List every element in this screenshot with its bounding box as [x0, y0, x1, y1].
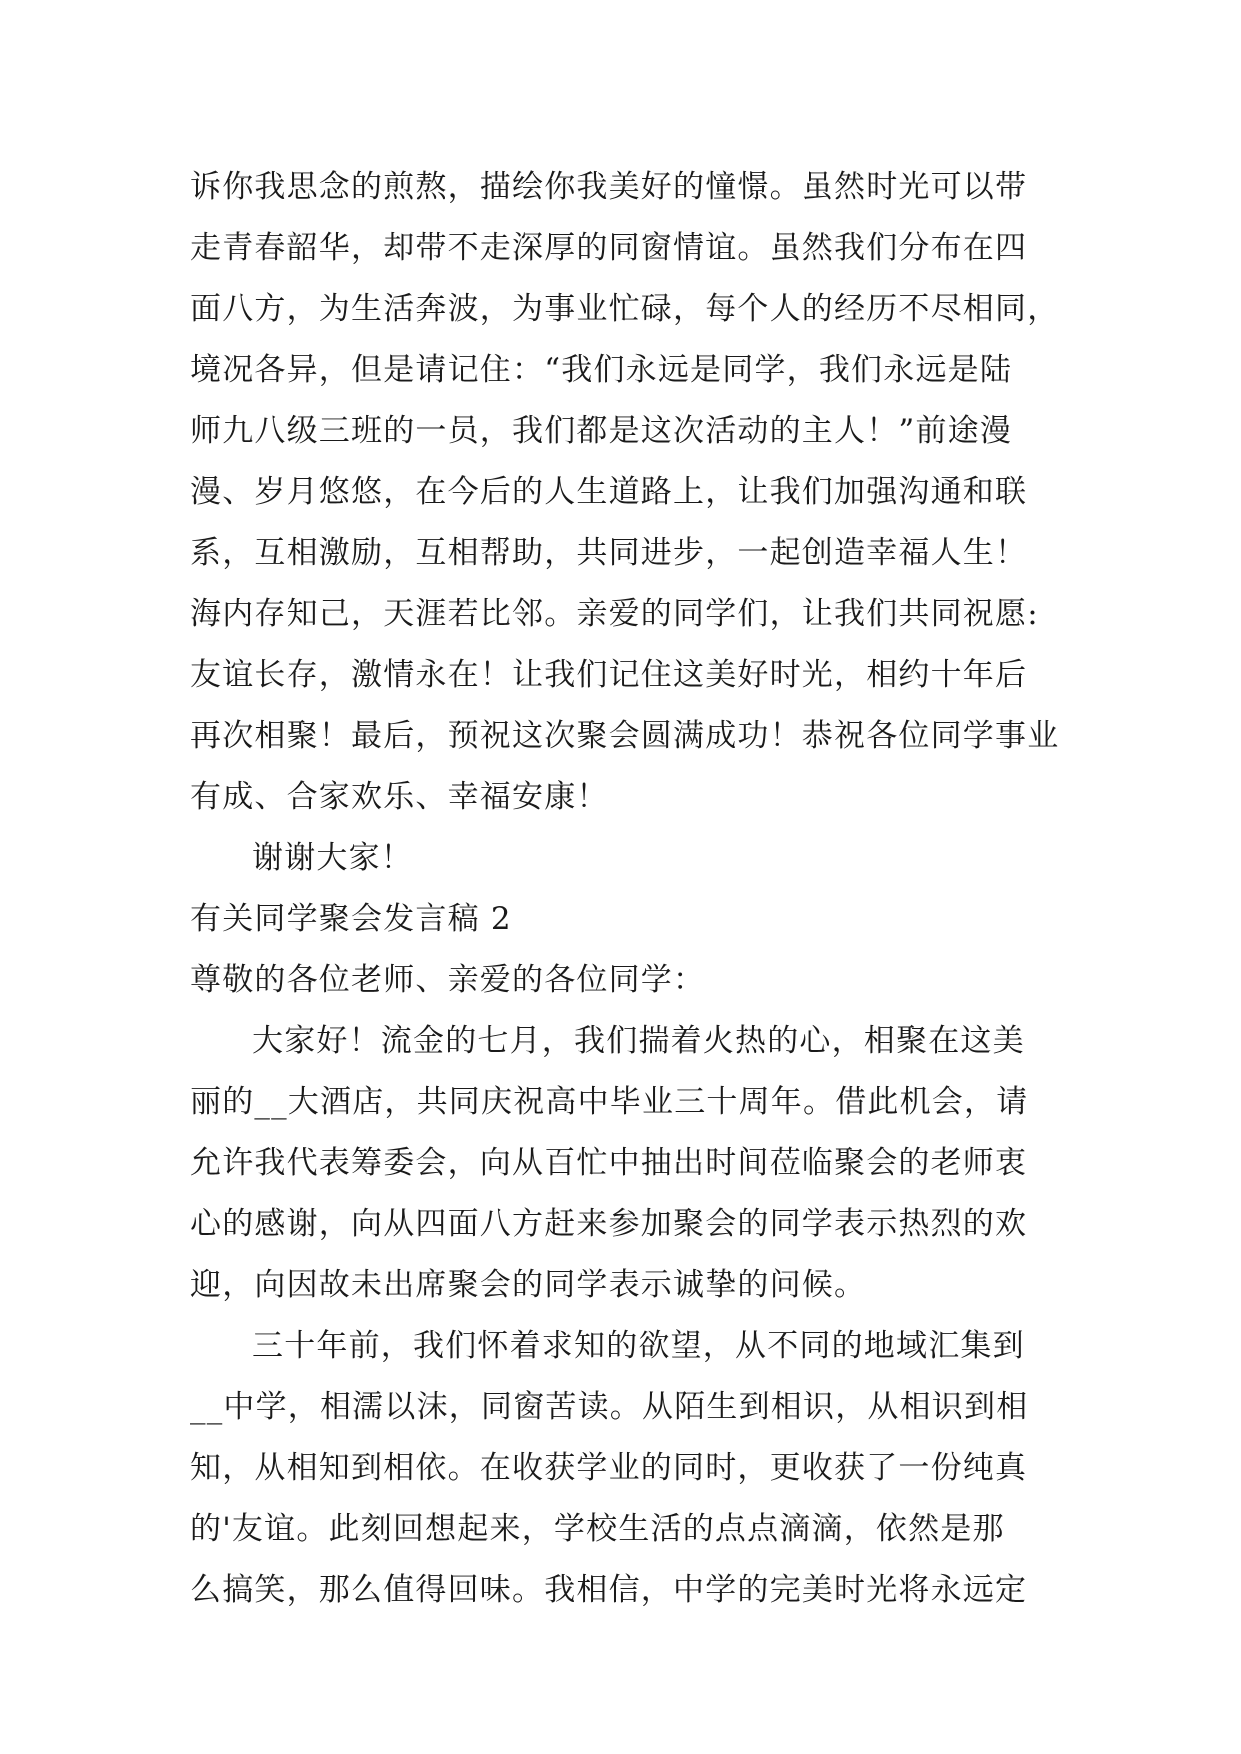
document-body — [190, 157, 1058, 1621]
section-title: 有关同学聚会发言稿 2 — [190, 901, 512, 937]
salutation: 尊敬的各位老师、亲爱的各位同学： — [190, 962, 706, 998]
paragraph-continuation — [190, 157, 1058, 828]
text-line: 诉你我思念的煎熬，描绘你我美好的憧憬。虽然时光可以带 — [190, 169, 1028, 205]
text-line: 境况各异，但是请记住：“我们永远是同学，我们永远是陆 — [190, 352, 1013, 388]
text-line: 再次相聚！最后，预祝这次聚会圆满成功！恭祝各位同学事业 — [190, 718, 1060, 754]
text-line: 知，从相知到相依。在收获学业的同时，更收获了一份纯真 — [190, 1450, 1028, 1486]
text-line: 迎，向因故未出席聚会的同学表示诚挚的问候。 — [190, 1267, 867, 1303]
text-line: 漫、岁月悠悠，在今后的人生道路上，让我们加强沟通和联 — [190, 474, 1028, 510]
text-line: 面八方，为生活奔波，为事业忙碌，每个人的经历不尽相同， — [190, 291, 1060, 327]
paragraph-greeting — [190, 1011, 1058, 1316]
text-line: 丽的__大酒店，共同庆祝高中毕业三十周年。借此机会，请 — [190, 1084, 1029, 1120]
text-line: 的'友谊。此刻回想起来，学校生活的点点滴滴，依然是那 — [190, 1511, 1005, 1547]
text-line: 有成、合家欢乐、幸福安康！ — [190, 779, 609, 815]
text-line: 走青春韶华，却带不走深厚的同窗情谊。虽然我们分布在四 — [190, 230, 1028, 266]
text-line: 海内存知己，天涯若比邻。亲爱的同学们，让我们共同祝愿: — [190, 596, 1039, 632]
text-line: 友谊长存，激情永在！让我们记住这美好时光，相约十年后 — [190, 657, 1028, 693]
paragraph-memories — [190, 1316, 1058, 1621]
thanks-line: 谢谢大家！ — [252, 840, 413, 876]
text-line: 系，互相激励，互相帮助，共同进步，一起创造幸福人生！ — [190, 535, 1028, 571]
text-line: 三十年前，我们怀着求知的欲望，从不同的地域汇集到 — [252, 1328, 1025, 1364]
text-line: 师九八级三班的一员，我们都是这次活动的主人！”前途漫 — [190, 413, 1013, 449]
text-line: 么搞笑，那么值得回味。我相信，中学的完美时光将永远定 — [190, 1572, 1028, 1608]
text-line: __中学，相濡以沫，同窗苦读。从陌生到相识，从相识到相 — [190, 1389, 1029, 1425]
text-line: 大家好！流金的七月，我们揣着火热的心，相聚在这美 — [252, 1023, 1025, 1059]
text-line: 允许我代表筹委会，向从百忙中抽出时间莅临聚会的老师衷 — [190, 1145, 1028, 1181]
text-line: 心的感谢，向从四面八方赶来参加聚会的同学表示热烈的欢 — [190, 1206, 1028, 1242]
